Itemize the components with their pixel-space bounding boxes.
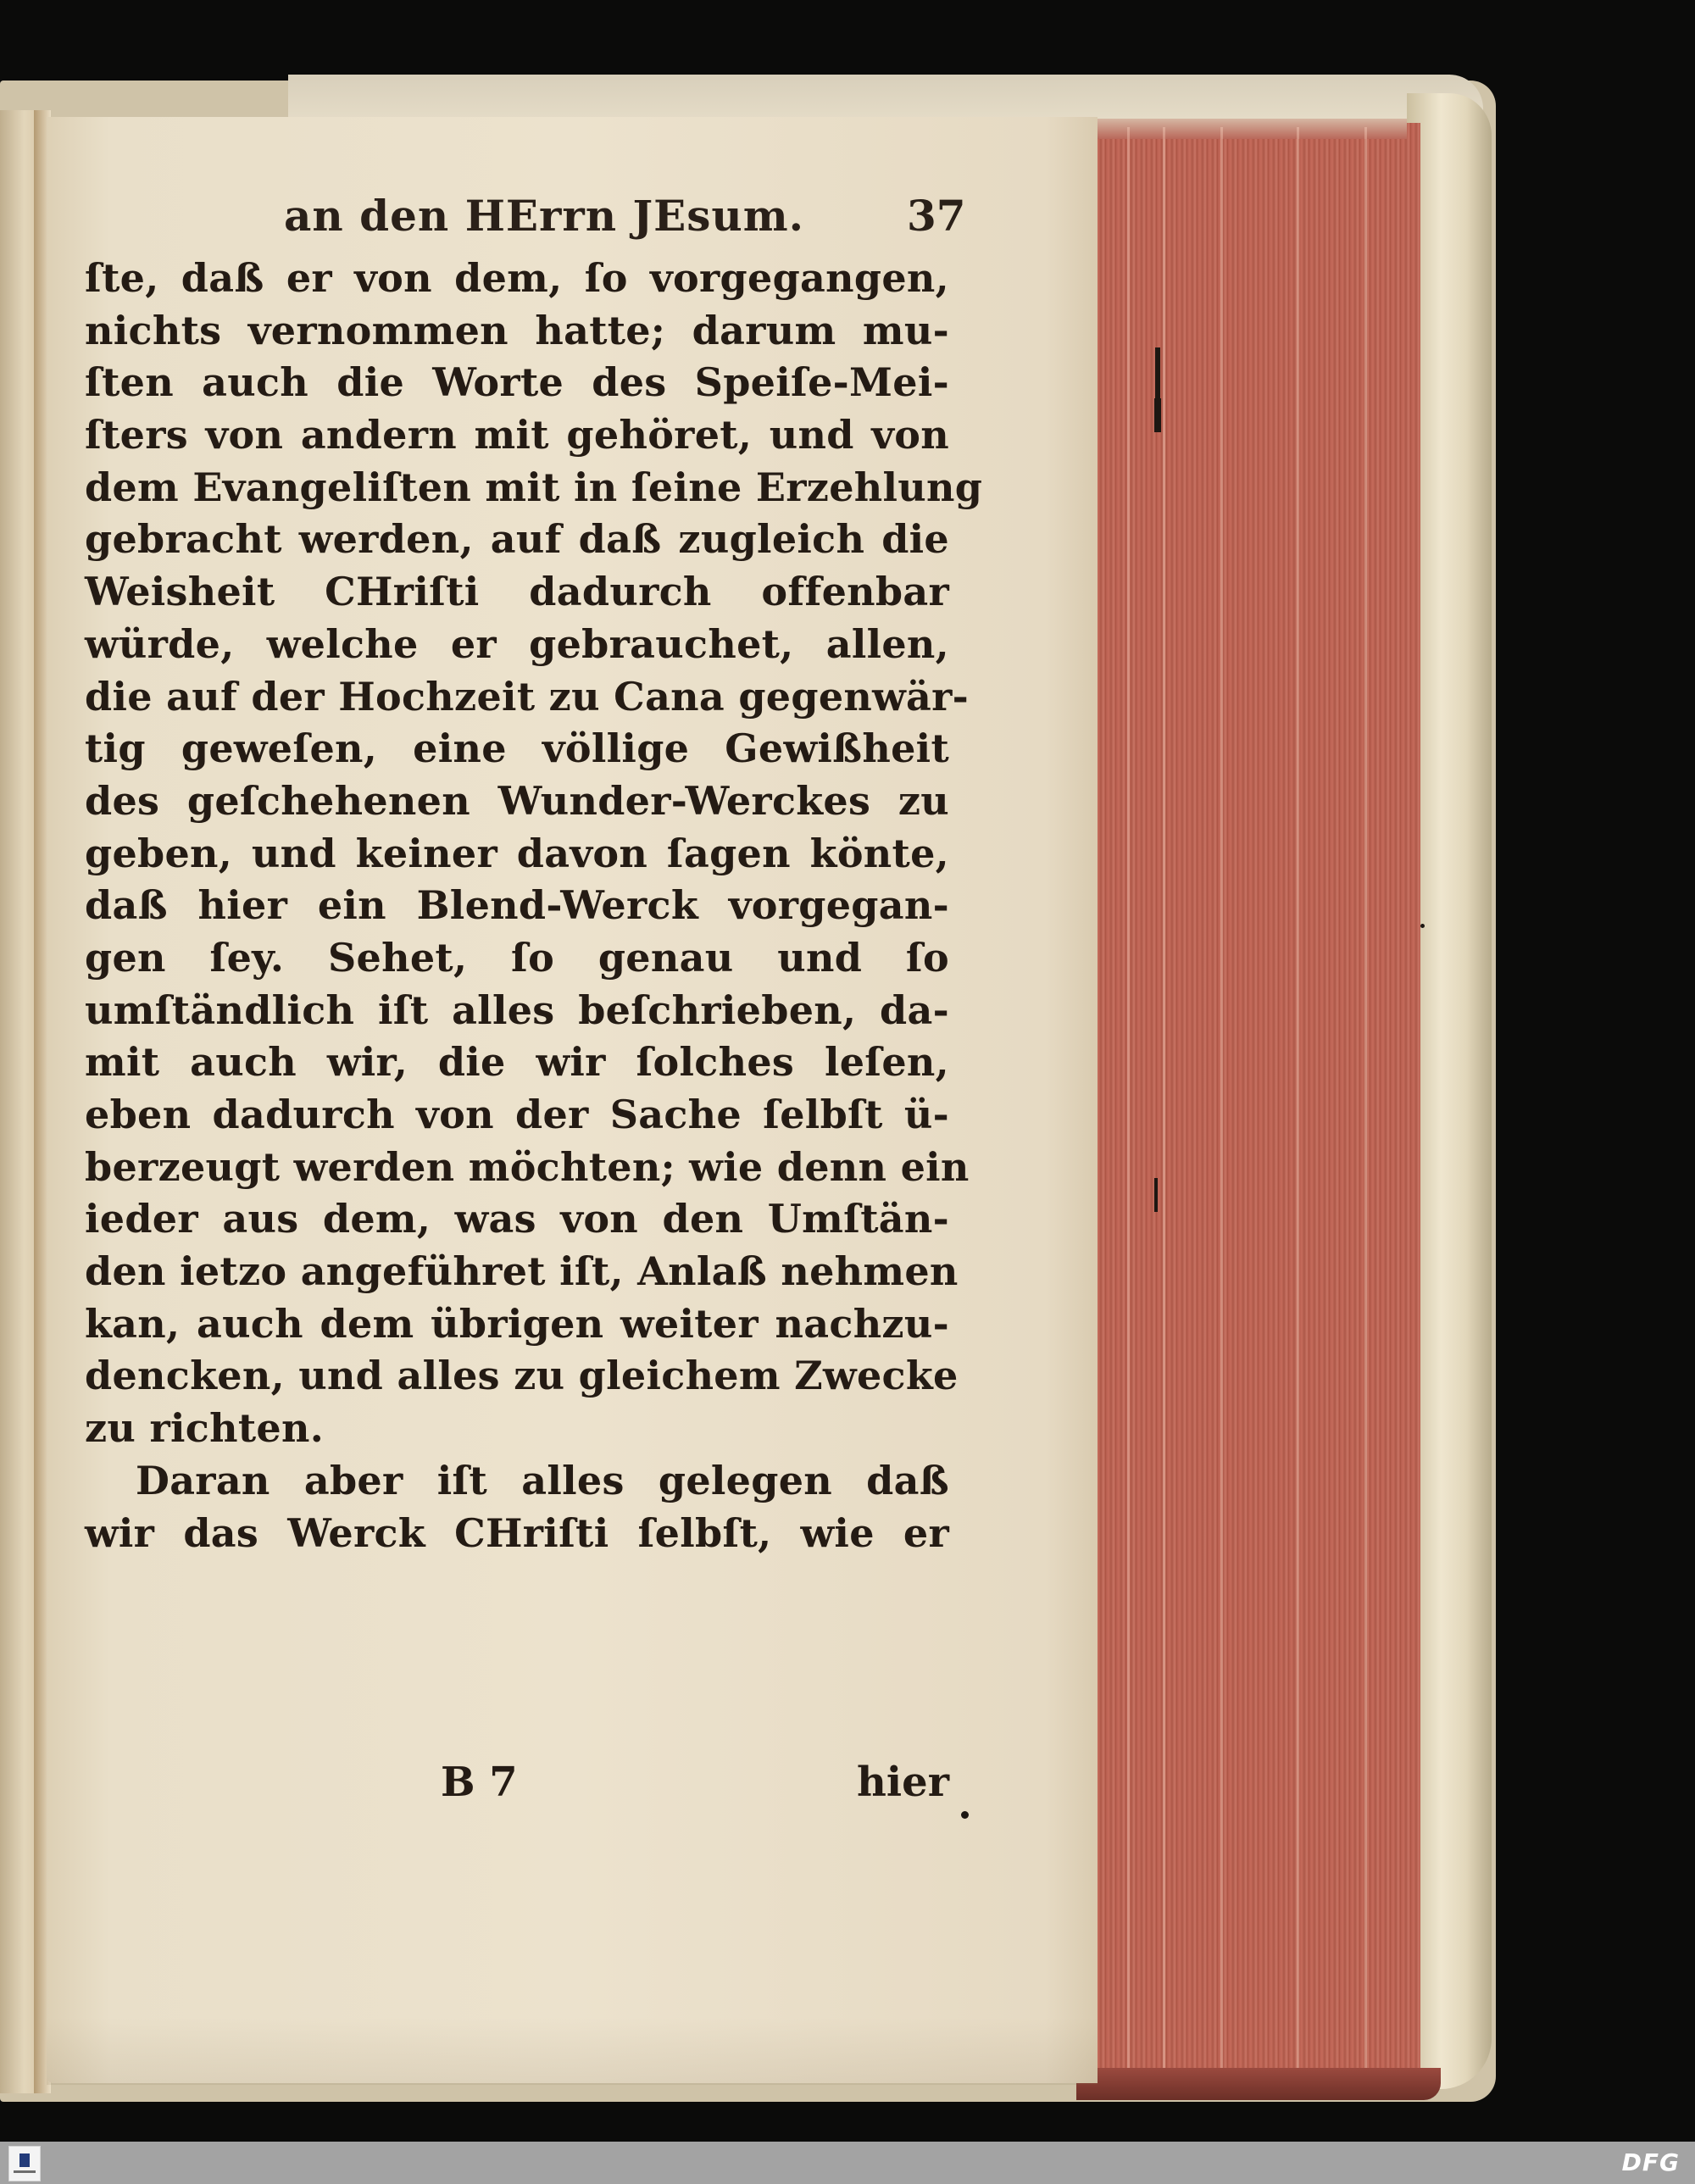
page-header [284, 191, 966, 250]
text-line: dem Evangeliſten mit in ſeine Erzehlung [85, 464, 983, 510]
fore-edge-line [1220, 127, 1223, 2076]
text-line: nichts vernommen hatte; darum mu- [85, 307, 949, 353]
fore-edge-line [1163, 127, 1165, 2076]
edge-mark [1155, 347, 1160, 398]
text-line: eben dadurch von der Sache ſelbſt ü- [85, 1092, 949, 1137]
text-line: ſte, daß er von dem, ſo vorgegangen, [85, 255, 949, 301]
text-line: würde, welche er gebrauchet, allen, [85, 620, 949, 667]
fore-edge-top [1093, 119, 1407, 139]
running-head: an den HErrn JEsum. [284, 191, 805, 241]
text-line: wir das Werck CHriſti ſelbſt, wie er [85, 1509, 949, 1556]
text-line: kan, auch dem übrigen weiter nachzu- [85, 1300, 949, 1347]
library-logo-figure [19, 2153, 30, 2167]
text-line: Weisheit CHriſti dadurch offenbar [85, 569, 949, 615]
text-line: ieder aus dem, was von den Umſtän- [85, 1196, 949, 1242]
fore-edge-line [1297, 127, 1299, 2076]
ink-dot [961, 1811, 969, 1819]
text-line: geben, und keiner davon ſagen könte, [85, 830, 949, 876]
text-line: mit auch wir, die wir ſolches leſen, [85, 1039, 949, 1086]
fore-edge-line [1127, 127, 1130, 2076]
text-line: umſtändlich iſt alles beſchrieben, da- [85, 986, 949, 1033]
edge-dot [1420, 924, 1425, 928]
page-footer [85, 1759, 949, 1818]
text-line: den ietzo angeführet iſt, Anlaß nehmen [85, 1248, 959, 1295]
text-line: Daran aber iſt alles gelegen daß [136, 1457, 949, 1503]
binding-bottom [1076, 2068, 1441, 2100]
signature-mark: B 7 [441, 1759, 518, 1806]
viewer-footer-bar [0, 2142, 1695, 2184]
page-shadow [47, 2017, 1098, 2085]
page-number: 37 [907, 191, 966, 241]
text-line: gen ſey. Sehet, ſo genau und ſo [85, 934, 949, 981]
text-line: zu richten. [85, 1405, 325, 1452]
library-logo-icon [8, 2146, 41, 2181]
text-line: daß hier ein Blend-Werck vorgegan- [85, 882, 949, 929]
page-fore-edge [1081, 123, 1420, 2085]
edge-mark [1154, 1178, 1158, 1212]
text-line: tig geweſen, eine völlige Gewißheit [85, 725, 949, 772]
text-line: gebracht werden, auf daß zugleich die [85, 516, 949, 563]
text-line: ſters von andern mit gehöret, und von [85, 412, 949, 458]
body-text [85, 253, 983, 1559]
text-line: berzeugt werden möchten; wie denn ein [85, 1143, 970, 1190]
text-line: dencken, und alles zu gleichem Zwecke [85, 1353, 959, 1399]
edge-mark [1154, 398, 1161, 432]
catchword: hier [857, 1759, 949, 1806]
dfg-logo: DFG [1621, 2148, 1680, 2176]
text-line: ſten auch die Worte des Speiſe-Mei- [85, 359, 949, 406]
text-line: die auf der Hochzeit zu Cana gegenwär- [85, 673, 970, 720]
text-line: des geſchehenen Wunder-Werckes zu [85, 777, 949, 824]
fore-edge-line [1364, 127, 1367, 2076]
library-logo-caption [14, 2170, 36, 2173]
